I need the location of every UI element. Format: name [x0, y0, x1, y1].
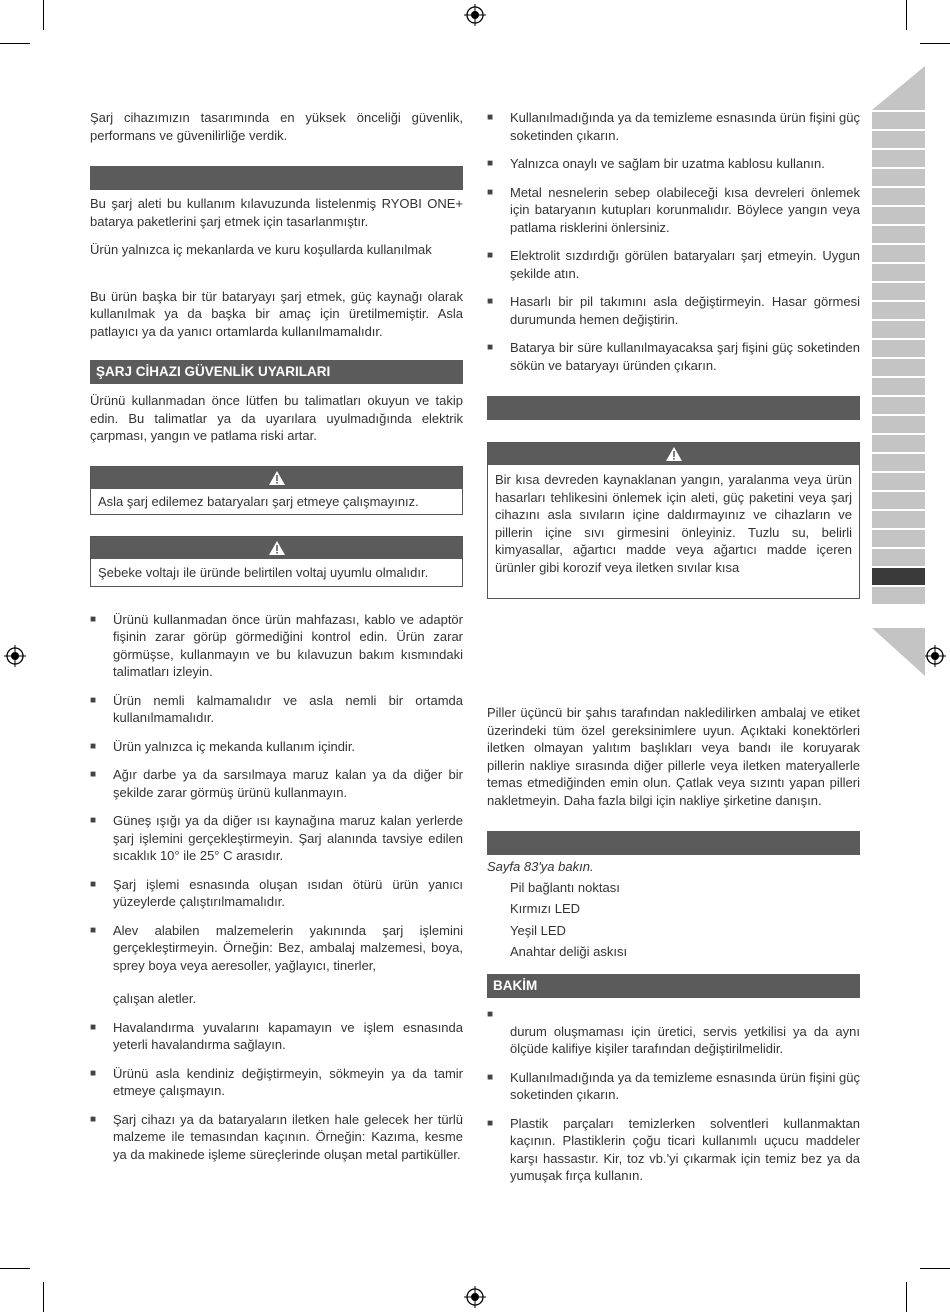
list-item: ■ Kullanılmadığında ya da temizleme esnasında ürün fişini güç soketinden çıkarın.: [487, 109, 860, 144]
registration-mark-icon: [4, 645, 26, 667]
crop-mark: [906, 1282, 907, 1312]
section-title-maintenance: BAKİM: [487, 974, 860, 998]
language-tab[interactable]: [872, 340, 925, 357]
crop-mark: [0, 1268, 30, 1269]
language-tab[interactable]: [872, 245, 925, 262]
warning-box: [487, 442, 860, 599]
language-tabs: [872, 112, 925, 606]
safety-bullet-list: [487, 109, 860, 374]
warning-triangle-icon: [268, 540, 286, 556]
warning-box: [90, 466, 463, 516]
part-item: Anahtar deliği askısı: [510, 944, 628, 959]
language-tab[interactable]: [872, 473, 925, 490]
language-tab[interactable]: [872, 207, 925, 224]
language-tab[interactable]: [872, 169, 925, 186]
list-item: ■ Yalnızca onaylı ve sağlam bir uzatma kablosu kullanın.: [487, 155, 860, 173]
list-item: ■ Şarj cihazı ya da bataryaların iletken hale gelecek her türlü malzeme ile temasından kaçının. Örneğin: Kazıma, kesme ya da makinede işleme süreçlerinde oluşan metal partiküller.: [90, 1111, 463, 1164]
crop-mark: [43, 1282, 44, 1312]
crop-mark: [43, 0, 44, 30]
warning-triangle-icon: [665, 446, 683, 462]
intended-use-text: Ürün yalnızca iç mekanlarda ve kuru koşullarda kullanılmak: [90, 242, 432, 257]
tab-chevron-bottom: [872, 628, 925, 676]
language-tab[interactable]: [872, 549, 925, 566]
warning-header: [488, 443, 859, 465]
list-item: ■ Ürünü asla kendiniz değiştirmeyin, sökmeyin ya da tamir etmeye çalışmayın.: [90, 1065, 463, 1100]
warning-header: [91, 467, 462, 489]
list-item: ■ Ürünü kullanmadan önce ürün mahfazası, kablo ve adaptör fişinin zarar görüp görmediğini kontrol edin. Ürün zarar görmüşse, kullanmayın ve bu kılavuzun bakım kısmındaki talimatları izleyin.: [90, 611, 463, 681]
section-bar-water: [487, 396, 860, 420]
language-tab[interactable]: [872, 283, 925, 300]
section-bar-intended-use: [90, 166, 463, 190]
crop-mark: [920, 1268, 950, 1269]
maintenance-bullet-list: [487, 1006, 860, 1023]
language-tab[interactable]: [872, 226, 925, 243]
page-reference: Sayfa 83'ya bakın.: [487, 859, 594, 874]
list-continuation: durum oluşmaması için üretici, servis yetkilisi ya da aynı ölçüde kalifiye kişiler tarafından değiştirilmelidir.: [510, 1023, 860, 1056]
registration-mark-icon: [464, 4, 486, 26]
list-item: ■ Metal nesnelerin sebep olabileceği kısa devreleri önlemek için bataryanın kutupları korunmalıdır. Böylece yangın veya patlama risklerini önlersiniz.: [487, 184, 860, 237]
part-item: Pil bağlantı noktası: [510, 879, 620, 895]
safety-intro: Ürünü kullanmadan önce lütfen bu talimatları okuyun ve takip edin. Bu talimatlar ya da uyarılara uyulmadığında elektrik çarpması, yangın ve patlama riski artar.: [90, 393, 463, 443]
list-item: ■ Ürün nemli kalmamalıdır ve asla nemli bir ortamda kullanılmamalıdır.: [90, 692, 463, 727]
list-item: ■ Elektrolit sızdırdığı görülen bataryaları şarj etmeyin. Uygun şekilde atın.: [487, 247, 860, 282]
list-item: ■ Hasarlı bir pil takımını asla değiştirmeyin. Hasar görmesi durumunda hemen değiştirin.: [487, 293, 860, 328]
section-title-safety: ŞARJ CİHAZI GÜVENLİK UYARILARI: [90, 360, 463, 384]
left-column: [90, 109, 463, 1163]
list-item: ■ Ağır darbe ya da sarsılmaya maruz kalan ya da diğer bir şekilde zarar görmüş ürünü kullanmayın.: [90, 766, 463, 801]
safety-bullet-list: [90, 1019, 463, 1164]
language-tab[interactable]: [872, 397, 925, 414]
list-item: ■ Ürün yalnızca iç mekanda kullanım içindir.: [90, 738, 463, 756]
language-tab[interactable]: [872, 321, 925, 338]
list-item: ■ Kullanılmadığında ya da temizleme esnasında ürün fişini güç soketinden çıkarın.: [487, 1069, 860, 1104]
warning-triangle-icon: [268, 470, 286, 486]
warning-text: Asla şarj edilemez bataryaları şarj etmeye çalışmayınız.: [98, 493, 419, 509]
transport-text: Piller üçüncü bir şahıs tarafından nakledilirken ambalaj ve etiket üzerindeki tüm özel gereksinimlere uyun. Açıktaki konektörleri iletken olmayan yalıtım başlıkları veya bandı ile koruyarak pillerin nakliye sırasında diğer pillerle veya iletken materyallerle temas etmediğinden emin olun. Çatlak veya sızıntı yapan pilleri nakletmeyin. Daha fazla bilgi için nakliye şirketine danışın.: [487, 705, 860, 808]
list-continuation: çalışan aletler.: [113, 991, 197, 1006]
language-tab[interactable]: [872, 378, 925, 395]
language-tab[interactable]: [872, 530, 925, 547]
warning-box: [90, 536, 463, 587]
parts-list: [487, 879, 860, 961]
safety-bullet-list: [90, 611, 463, 975]
registration-mark-icon: [464, 1286, 486, 1308]
list-item: ■ Güneş ışığı ya da diğer ısı kaynağına maruz kalan yerlerde şarj işlemini gerçekleştirmeyin. Şarj alanında tavsiye edilen sıcaklık 10° ile 25° C arasıdır.: [90, 812, 463, 865]
intended-use-text: Bu şarj aleti bu kullanım kılavuzunda listelenmiş RYOBI ONE+ batarya paketlerini şarj etmek için tasarlanmıştır.: [90, 196, 463, 229]
list-item: ■ Havalandırma yuvalarını kapamayın ve işlem esnasında yeterli havalandırma sağlayın.: [90, 1019, 463, 1054]
crop-mark: [920, 43, 950, 44]
list-item: [487, 1006, 860, 1023]
intended-use-text: Bu ürün başka bir tür bataryayı şarj etmek, güç kaynağı olarak kullanılmak ya da başka bir amaç için üretilmemiştir. Asla patlayıcı ya da yanıcı ortamlarda kullanılmamalıdır.: [90, 288, 463, 339]
language-tab[interactable]: [872, 264, 925, 281]
language-tab[interactable]: [872, 131, 925, 148]
language-tab[interactable]: [872, 416, 925, 433]
language-tab[interactable]: [872, 302, 925, 319]
language-tab[interactable]: [872, 511, 925, 528]
list-item: ■ Batarya bir süre kullanılmayacaksa şarj fişini güç soketinden sökün ve bataryayı üründen çıkarın.: [487, 339, 860, 374]
crop-mark: [0, 43, 30, 44]
warning-header: [91, 537, 462, 559]
warning-text: Şebeke voltajı ile üründe belirtilen voltaj uyumlu olmalıdır.: [98, 565, 429, 580]
language-tab[interactable]: [872, 150, 925, 167]
crop-mark: [906, 0, 907, 30]
section-bar-description: [487, 831, 860, 855]
language-tab[interactable]: [872, 492, 925, 509]
maintenance-bullet-list: [487, 1069, 860, 1185]
part-item: Yeşil LED: [510, 922, 566, 938]
tab-chevron-top: [872, 66, 925, 110]
warning-text: Bir kısa devreden kaynaklanan yangın, yaralanma veya ürün hasarları tehlikesini önlemek için aleti, güç paketini veya şarj cihazını asla sıvıların içine daldırmayınız ve cihazların ve pillerin içine sıvı girmesini önleyiniz. Tuzlu su, belirli kimyasallar, ağartıcı madde veya ağartıcı madde içeren ürünler gibi korozif veya iletken sıvılar kısa: [495, 472, 852, 575]
language-tab[interactable]: [872, 112, 925, 129]
language-tab[interactable]: [872, 587, 925, 604]
right-column: [487, 109, 860, 1185]
language-tab[interactable]: [872, 359, 925, 376]
part-item: Kırmızı LED: [510, 901, 581, 916]
intro-text: Şarj cihazımızın tasarımında en yüksek önceliği güvenlik, performans ve güvenilirliğe verdik.: [90, 110, 463, 143]
language-tab[interactable]: [872, 188, 925, 205]
list-item: ■ Plastik parçaları temizlerken solventleri kullanmaktan kaçının. Plastiklerin çoğu ticari kullanımlı uçucu maddeler karşı hassastır. Kir, toz vb.'yi çıkarmak için temiz bez ya da yumuşak fırça kullanın.: [487, 1115, 860, 1185]
language-tab[interactable]: [872, 454, 925, 471]
list-item: ■ Alev alabilen malzemelerin yakınında şarj işlemini gerçekleştirmeyin. Örneğin: Bez, ambalaj malzemesi, boya, sprey boya veya aeresoller, yağlayıcı, tinerler,: [90, 922, 463, 975]
list-item: ■ Şarj işlemi esnasında oluşan ısıdan ötürü ürün yanıcı yüzeylerde çalıştırılmamalıdır.: [90, 876, 463, 911]
language-tab-active[interactable]: [872, 568, 925, 585]
language-tab[interactable]: [872, 435, 925, 452]
registration-mark-icon: [924, 645, 946, 667]
